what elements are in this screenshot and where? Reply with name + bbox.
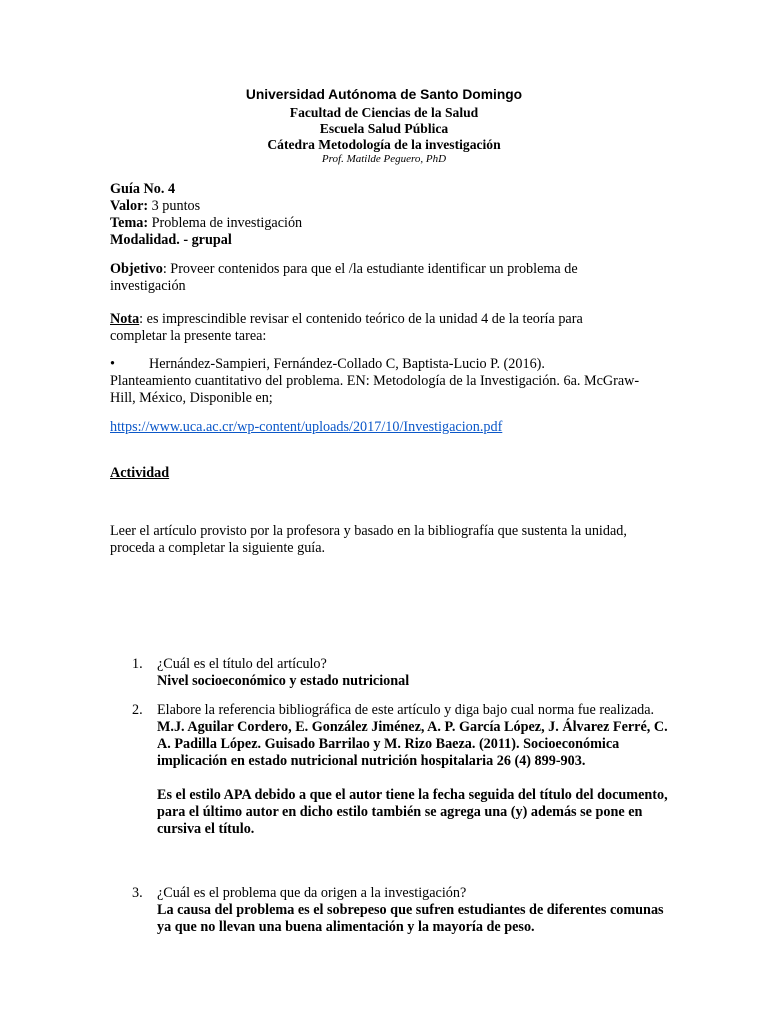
- school-name: Escuela Salud Pública: [319, 121, 449, 136]
- objective-text: : Proveer contenidos para que el /la estudiante identificar un problema de investigación: [110, 261, 578, 294]
- topic-label: Tema:: [110, 215, 149, 231]
- topic-line: [110, 215, 640, 232]
- answer-text: La causa del problema es el sobrepeso que sufren estudiantes de diferentes comunas ya que no llevan una buena alimentación y la mayoría de peso.: [157, 902, 664, 935]
- pdf-link[interactable]: https://www.uca.ac.cr/wp-content/uploads/2017/10/Investigacion.pdf: [110, 419, 503, 435]
- chair-name: Cátedra Metodología de la investigación: [267, 137, 501, 152]
- reference-line-2: Planteamiento cuantitativo del problema. EN: Metodología de la Investigación. 6a. McGraw-Hill, México, Disponible en;: [110, 373, 640, 406]
- objective-paragraph: [110, 261, 640, 295]
- professor-name: Prof. Matilde Peguero, PhD: [321, 153, 447, 165]
- guide-number: Guía No. 4: [110, 181, 176, 197]
- question-item-2: [133, 702, 673, 838]
- topic-text: Problema de investigación: [148, 215, 303, 231]
- question-text: ¿Cuál es el título del artículo?: [157, 656, 327, 672]
- answer-text: Nivel socioeconómico y estado nutricional: [157, 673, 410, 689]
- answer-text: M.J. Aguilar Cordero, E. González Jiménez, A. P. García López, J. Álvarez Ferré, C. A. Padilla López. Guisado Barrilao y M. Rizo Baeza. (2011). Socioeconómica implicación en estado nutricional nutrición hospitalaria 26 (4) 899-903.: [157, 719, 668, 769]
- bullet-icon: •: [110, 356, 115, 372]
- question-number: 1.: [132, 656, 143, 672]
- reference-line-1: Hernández-Sampieri, Fernández-Collado C, Baptista-Lucio P. (2016).: [148, 356, 545, 372]
- question-item-3: [133, 885, 673, 936]
- question-number: 3.: [132, 885, 143, 901]
- answer-note: Es el estilo APA debido a que el autor tiene la fecha seguida del título del documento, para el último autor en dicho estilo también se agrega una (y) además se pone en cursiva el título.: [157, 787, 668, 837]
- note-text: : es imprescindible revisar el contenido teórico de la unidad 4 de la teoría para completar la presente tarea:: [110, 311, 583, 344]
- reference-first-line: [110, 356, 640, 373]
- question-item-1: [133, 656, 673, 690]
- link-line: [110, 419, 640, 436]
- question-text: Elabore la referencia bibliográfica de este artículo y diga bajo cual norma fue realizada.: [157, 702, 655, 718]
- note-label: Nota: [110, 311, 140, 327]
- faculty-name: Facultad de Ciencias de la Salud: [289, 105, 479, 120]
- value-label: Valor:: [110, 198, 149, 214]
- value-line: [110, 198, 640, 215]
- modality-line: Modalidad. - grupal: [110, 232, 232, 248]
- reference-paragraph: [110, 356, 640, 407]
- question-number: 2.: [132, 702, 143, 718]
- question-text: ¿Cuál es el problema que da origen a la investigación?: [157, 885, 467, 901]
- note-paragraph: [110, 311, 640, 345]
- activity-instructions: Leer el artículo provisto por la profesora y basado en la bibliografía que sustenta la unidad, proceda a completar la siguiente guía.: [110, 523, 627, 556]
- university-title: Universidad Autónoma de Santo Domingo: [245, 87, 523, 102]
- value-text: 3 puntos: [148, 198, 201, 214]
- objective-label: Objetivo: [110, 261, 163, 277]
- activity-heading: Actividad: [110, 465, 170, 481]
